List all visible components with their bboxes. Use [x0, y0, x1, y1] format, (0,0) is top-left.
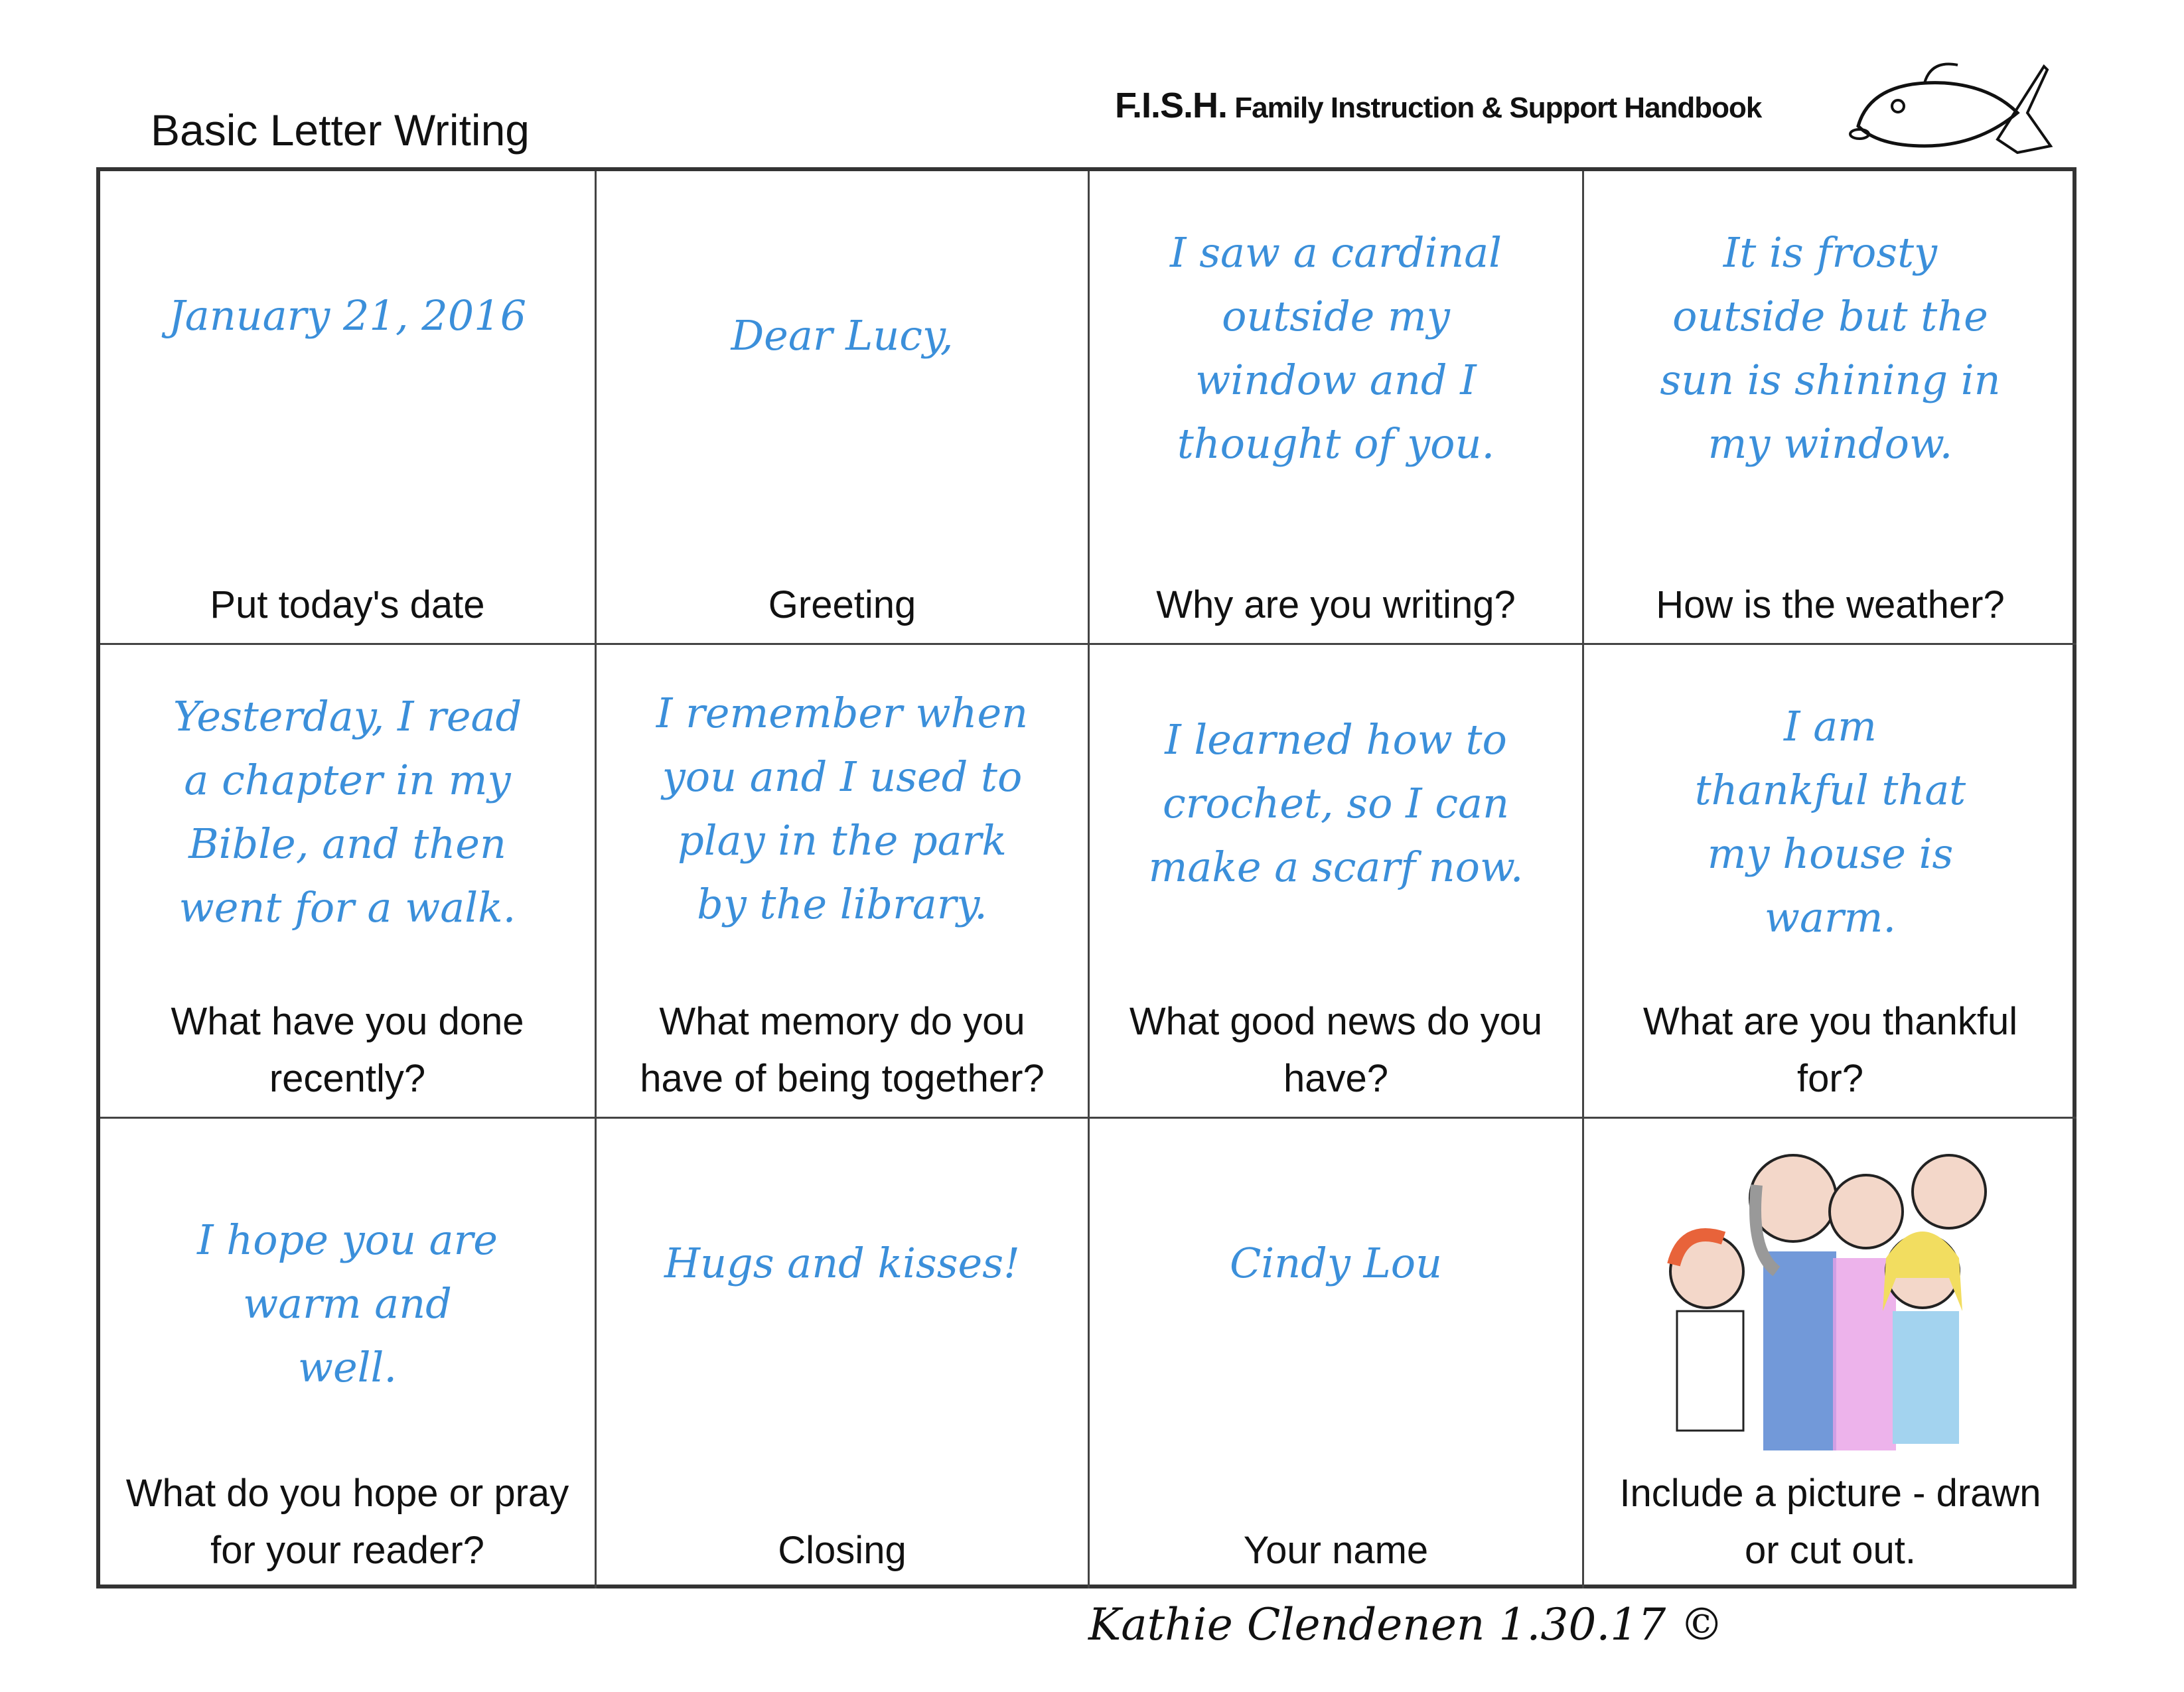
handwritten-response: I remember when you and I used to play in the park by the library.	[656, 689, 1029, 928]
prompt-label: What good news do you have?	[1129, 1000, 1543, 1100]
family-drawing-icon	[1657, 1139, 2015, 1464]
grid-cell	[1090, 1119, 1584, 1588]
handwritten-response: Hugs and kisses!	[664, 1239, 1020, 1287]
prompt-label: Closing	[778, 1529, 907, 1572]
page-title: Basic Letter Writing	[151, 106, 530, 155]
grid-cell	[1584, 1119, 2076, 1588]
grid-cell	[1584, 171, 2076, 645]
prompt-label: Include a picture - drawn or cut out.	[1619, 1472, 2041, 1572]
handwritten-response: It is frosty outside but the sun is shining in my window.	[1660, 228, 2001, 468]
brand-header	[1115, 85, 1761, 126]
prompt-label: Your name	[1243, 1529, 1429, 1572]
handwritten-response: I am thankful that my house is warm.	[1694, 702, 1966, 942]
handwritten-response: Yesterday, I read a chapter in my Bible, and then went for a walk.	[173, 692, 522, 932]
handwritten-response: I hope you are warm and well.	[197, 1216, 498, 1391]
grid-cell	[597, 1119, 1090, 1588]
brand-abbr: F.I.S.H.	[1115, 86, 1228, 125]
handwritten-response: January 21, 2016	[168, 291, 527, 340]
fish-logo-icon	[1845, 53, 2064, 159]
handwritten-response: Dear Lucy,	[731, 311, 954, 360]
grid-cell	[597, 171, 1090, 645]
grid-cell	[597, 645, 1090, 1119]
prompt-label: What do you hope or pray for your reader?	[125, 1472, 569, 1572]
prompt-label: What memory do you have of being together?	[640, 1000, 1045, 1100]
prompt-label: Put today's date	[210, 583, 485, 626]
prompt-label: What have you done recently?	[171, 1000, 524, 1100]
handwritten-response: Cindy Lou	[1229, 1239, 1443, 1287]
grid-cell	[1090, 171, 1584, 645]
prompt-label: What are you thankful for?	[1642, 1000, 2018, 1100]
handwritten-response: I saw a cardinal outside my window and I thought of you.	[1170, 228, 1502, 468]
prompt-label: How is the weather?	[1656, 583, 2005, 626]
grid-cell	[100, 1119, 597, 1588]
brand-name: Family Instruction & Support Handbook	[1234, 92, 1762, 124]
grid-cell	[1090, 645, 1584, 1119]
letter-grid	[96, 167, 2076, 1588]
grid-cell	[1584, 645, 2076, 1119]
signature: Kathie Clendenen 1.30.17 ©	[1088, 1599, 1724, 1650]
grid-cell	[100, 645, 597, 1119]
grid-cell	[100, 171, 597, 645]
handwritten-response: I learned how to crochet, so I can make a scarf now.	[1148, 715, 1524, 891]
prompt-label: Greeting	[768, 583, 916, 626]
prompt-label: Why are you writing?	[1156, 583, 1516, 626]
